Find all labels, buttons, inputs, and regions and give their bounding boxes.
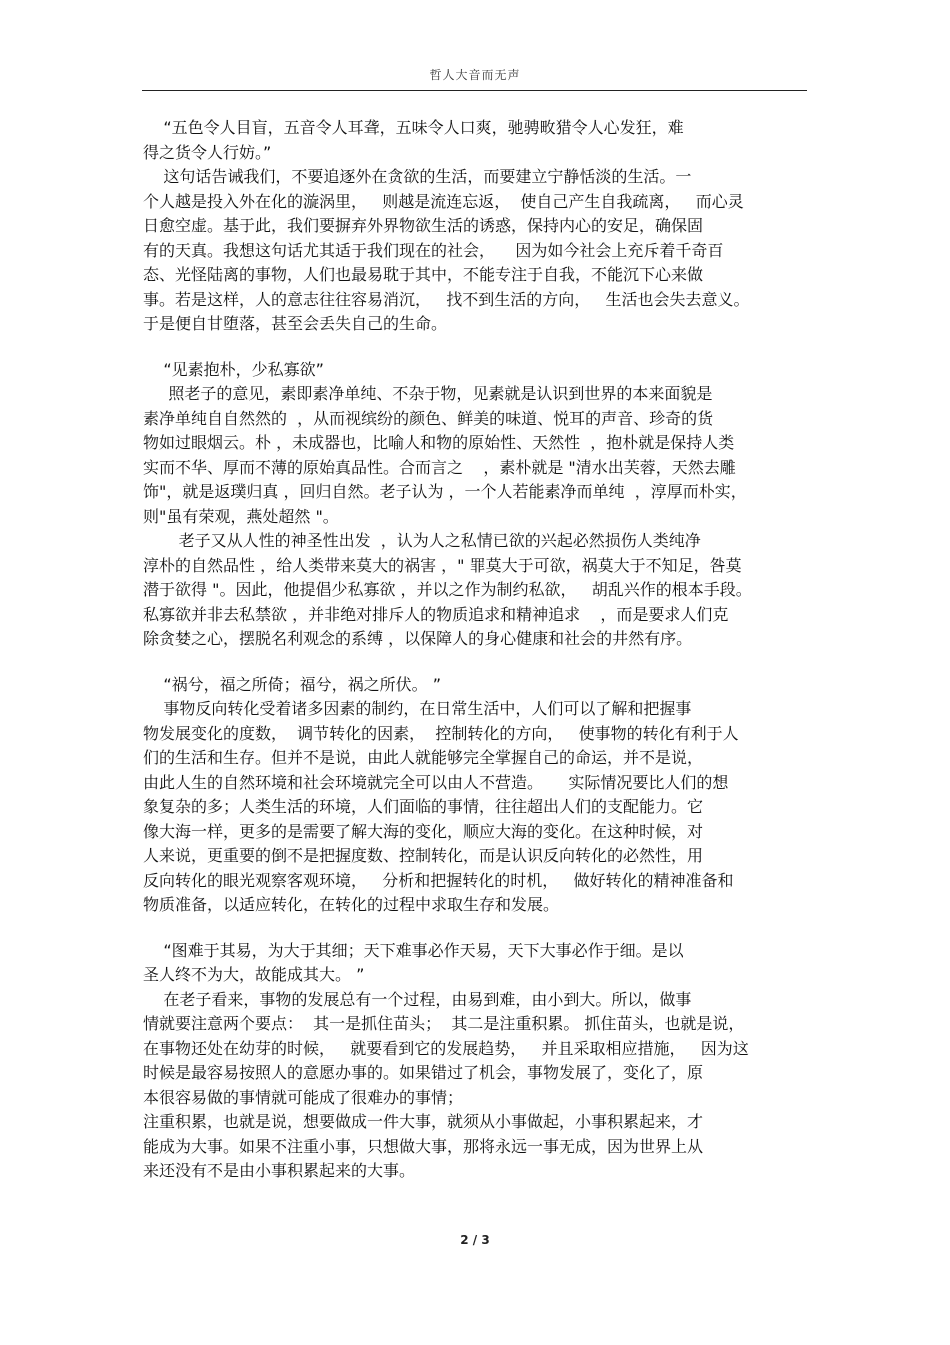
section-huoxi <box>143 673 807 918</box>
text-line: 反向转化的眼光观察客观环境， 分析和把握转化的时机， 做好转化的精神准备和 <box>143 870 734 890</box>
text-line: 除贪婪之心，摆脱名利观念的系缚 ，以保障人的身心健康和社会的井然有序。 <box>143 629 693 648</box>
text-line: “祸兮，福之所倚；福兮，祸之所伏。 ” <box>143 674 442 694</box>
text-line: 得之货令人行妨。” <box>143 142 272 162</box>
text-line: 们的生活和生存。但并不是说，由此人就能够完全掌握自己的命运，并不是说， <box>143 748 704 767</box>
section-gap <box>143 652 807 673</box>
text-line: 情就要注意两个要点： 其一是抓住苗头； 其二是注重积累。 抓住苗头，也就是说， <box>143 1014 745 1033</box>
text-line: 个人越是投入外在化的漩涡里， 则越是流连忘返， 使自己产生自我疏离， 而心灵 <box>143 191 744 211</box>
text-line: 事。若是这样，人的意志往往容易消沉， 找不到生活的方向， 生活也会失去意义。 <box>143 289 750 309</box>
text-line: 像大海一样，更多的是需要了解大海的变化，顺应大海的变化。在这种时候，对 <box>143 821 704 841</box>
page-number: 2 / 3 <box>460 1233 490 1247</box>
text-line: 在事物还处在幼芽的时候， 就要看到它的发展趋势， 并且采取相应措施， 因为这 <box>143 1038 749 1058</box>
text-line: 于是便自甘堕落，甚至会丢失自己的生命。 <box>143 314 448 333</box>
text-line: 在老子看来，事物的发展总有一个过程，由易到难，由小到大。所以，做事 <box>143 989 692 1009</box>
text-line: 时候是最容易按照人的意愿办事的。如果错过了机会，事物发展了，变化了，原 <box>143 1063 704 1082</box>
text-line: 人来说，更重要的倒不是把握度数、控制转化，而是认识反向转化的必然性，用 <box>143 846 704 865</box>
section-wuse <box>143 116 807 337</box>
text-line: 由此人生的自然环境和社会环境就完全可以由人不营造。 实际情况要比人们的想 <box>143 772 729 792</box>
section-tunan <box>143 939 807 1184</box>
text-line: 注重积累，也就是说，想要做成一件大事，就须从小事做起，小事积累起来，才 <box>143 1112 704 1131</box>
text-line: 能成为大事。如果不注重小事，只想做大事，那将永远一事无成，因为世界上从 <box>143 1136 704 1156</box>
section-gap <box>143 918 807 939</box>
text-line: 物发展变化的度数， 调节转化的因素， 控制转化的方向， 使事物的转化有利于人 <box>143 723 739 743</box>
document-body <box>143 116 807 1184</box>
text-line: 私寡欲并非去私禁欲 ，并非绝对排斥人的物质追求和精神追求 ，而是要求人们克 <box>143 604 729 624</box>
text-line: 则"虽有荣观，燕处超然 "。 <box>143 506 339 526</box>
text-line: “图难于其易，为大于其细；天下难事必作天易，天下大事必作于细。是以 <box>143 940 684 960</box>
text-line: 这句话告诫我们，不要追逐外在贪欲的生活，而要建立宁静恬淡的生活。一 <box>143 167 692 186</box>
section-jiansu <box>143 358 807 652</box>
text-line: 物质准备，以适应转化，在转化的过程中求取生存和发展。 <box>143 895 560 914</box>
text-line: 本很容易做的事情就可能成了很难办的事情； <box>143 1087 464 1107</box>
text-line: 事物反向转化受着诸多因素的制约，在日常生活中，人们可以了解和把握事 <box>143 699 692 718</box>
text-line: 素净单纯自自然然的 ，从而视缤纷的颜色、鲜美的味道、悦耳的声音、珍奇的货 <box>143 408 714 428</box>
text-line: 潜于欲得 "。因此，他提倡少私寡欲 ，并以之作为制约私欲， 胡乱兴作的根本手段。 <box>143 580 752 599</box>
text-line: 日愈空虚。基于此，我们要摒弃外界物欲生活的诱惑，保持内心的安足，确保固 <box>143 216 704 235</box>
text-line: “见素抱朴，少私寡欲” <box>143 359 324 379</box>
text-line: 物如过眼烟云。朴 ，未成器也，比喻人和物的原始性、天然性 ，抱朴就是保持人类 <box>143 433 735 452</box>
text-line: 有的天真。我想这句话尤其适于我们现在的社会， 因为如今社会上充斥着千奇百 <box>143 240 724 260</box>
text-line: 象复杂的多；人类生活的环境，人们面临的事情，往往超出人们的支配能力。它 <box>143 797 704 816</box>
text-line: 实而不华、厚而不薄的原始真品性。合而言之 ，素朴就是 "清水出芙蓉，天然去雕 <box>143 457 736 477</box>
text-line: 态、光怪陆离的事物，人们也最易耽于其中，不能专注于自我，不能沉下心来做 <box>143 265 704 284</box>
text-line: 照老子的意见，素即素净单纯、不杂于物，见素就是认识到世界的本来面貌是 <box>143 384 713 403</box>
text-line: 来还没有不是由小事积累起来的大事。 <box>143 1161 416 1180</box>
page-header: 哲人大音而无声 <box>429 68 521 82</box>
text-line: “五色令人目盲，五音令人耳聋，五味令人口爽，驰骋畋猎令人心发狂，难 <box>143 118 684 137</box>
text-line: 老子又从人性的神圣性出发 ，认为人之私情已欲的兴起必然损伤人类纯净 <box>143 531 701 550</box>
text-line: 饰"，就是返璞归真 ，回归自然。老子认为 ，一个人若能素净而单纯 ，淳厚而朴实， <box>143 482 747 501</box>
text-line: 淳朴的自然品性 ，给人类带来莫大的祸害 ，" 罪莫大于可欲，祸莫大于不知足，咎莫 <box>143 555 742 575</box>
header-divider <box>142 90 807 91</box>
section-gap <box>143 337 807 358</box>
text-line: 圣人终不为大，故能成其大。 ” <box>143 965 365 984</box>
